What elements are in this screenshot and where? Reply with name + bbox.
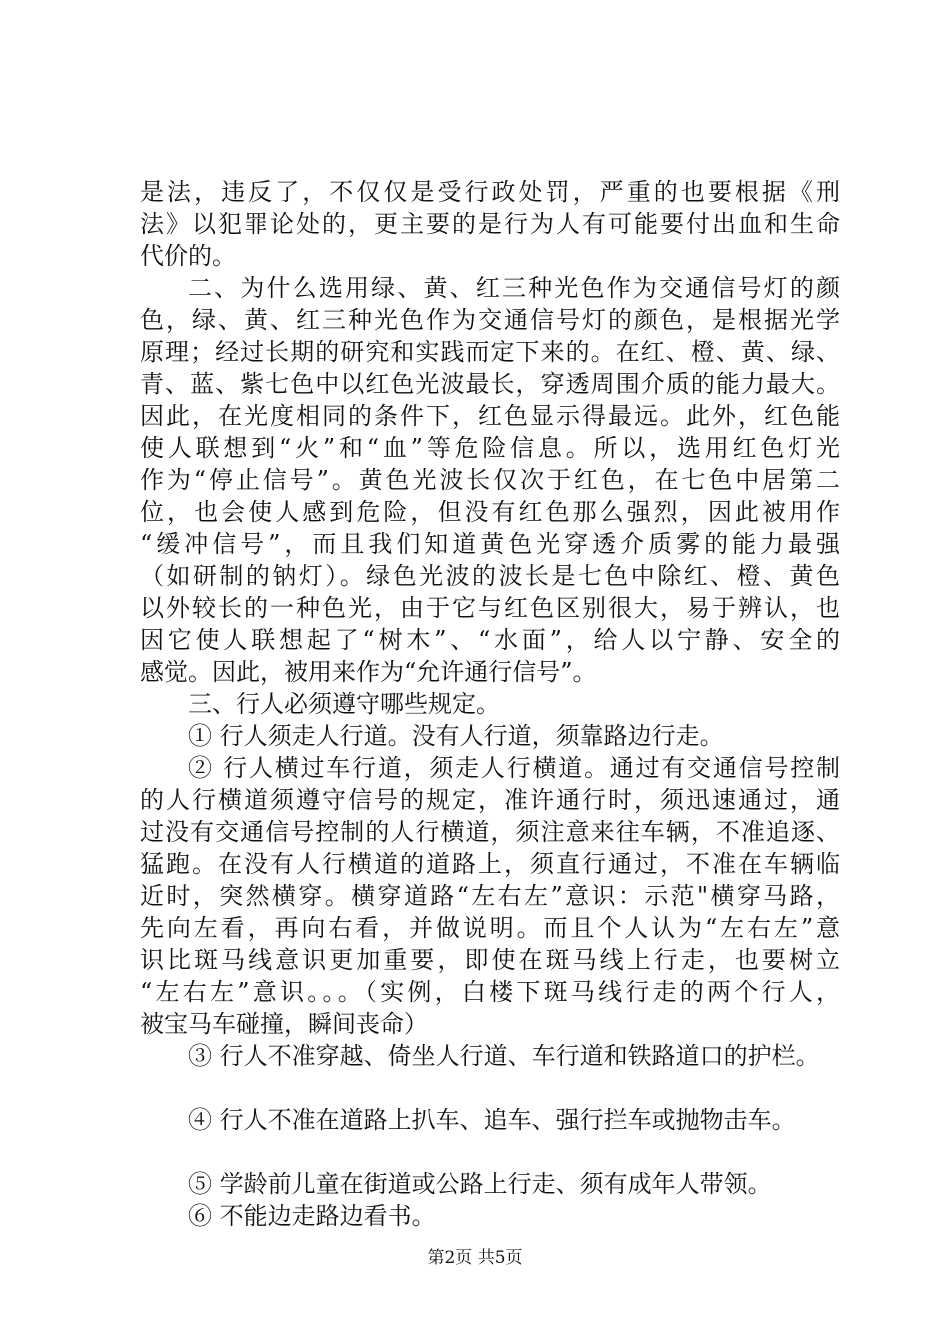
body-line: 原理；经过长期的研究和实践而定下来的。在红、橙、黄、绿、 xyxy=(140,338,840,366)
body-line: 猛跑。在没有人行横道的道路上，须直行通过，不准在车辆临 xyxy=(140,850,840,878)
body-line: 识比斑马线意识更加重要，即使在斑马线上行走，也要树立 xyxy=(140,946,840,974)
body-line: 青、蓝、紫七色中以红色光波最长，穿透周围介质的能力最大。 xyxy=(140,370,840,398)
body-line: 位，也会使人感到危险，但没有红色那么强烈，因此被用作 xyxy=(140,498,840,526)
body-line: 法》以犯罪论处的，更主要的是行为人有可能要付出血和生命 xyxy=(140,210,840,238)
body-line: 近时，突然横穿。横穿道路“左右左”意识：示范"横穿马路， xyxy=(140,882,840,910)
section-heading-three: 三、行人必须遵守哪些规定。 xyxy=(188,690,500,718)
page-number-footer: 第2页 共5页 xyxy=(427,1248,523,1268)
rule-item-6: ⑥ 不能边走路边看书。 xyxy=(188,1202,436,1230)
body-line: 使人联想到“火”和“血”等危险信息。所以，选用红色灯光 xyxy=(140,434,840,462)
rule-item-1: ① 行人须走人行道。没有人行道，须靠路边行走。 xyxy=(188,722,724,750)
blank-line xyxy=(140,1072,840,1104)
body-line: 过没有交通信号控制的人行横道，须注意来往车辆，不准追逐、 xyxy=(140,818,840,846)
body-line: 被宝马车碰撞，瞬间丧命） xyxy=(140,1010,428,1038)
body-line: 代价的。 xyxy=(140,242,236,270)
body-line: 以外较长的一种色光，由于它与红色区别很大，易于辨认，也 xyxy=(140,594,840,622)
document-body xyxy=(140,176,840,1232)
rule-item-4: ④ 行人不准在道路上扒车、追车、强行拦车或抛物击车。 xyxy=(188,1106,796,1134)
body-line: 因此，在光度相同的条件下，红色显示得最远。此外，红色能 xyxy=(140,402,840,430)
body-line: 感觉。因此，被用来作为“允许通行信号”。 xyxy=(140,658,597,686)
rule-item-3: ③ 行人不准穿越、倚坐人行道、车行道和铁路道口的护栏。 xyxy=(188,1042,820,1070)
rule-item-2: ② 行人横过车行道，须走人行横道。通过有交通信号控制 xyxy=(188,754,840,782)
body-line: 的人行横道须遵守信号的规定，准许通行时，须迅速通过，通 xyxy=(140,786,840,814)
body-line: “左右左”意识。。。（实例，白楼下斑马线行走的两个行人， xyxy=(140,978,840,1006)
body-line: 因它使人联想起了“树木”、“水面”，给人以宁静、安全的 xyxy=(140,626,840,654)
body-line: （如研制的钠灯）。绿色光波的波长是七色中除红、橙、黄色 xyxy=(140,562,840,590)
body-line: 作为“停止信号”。黄色光波长仅次于红色，在七色中居第二 xyxy=(140,466,840,494)
body-line: 先向左看，再向右看，并做说明。而且个人认为“左右左”意 xyxy=(140,914,840,942)
section-heading-two: 二、为什么选用绿、黄、红三种光色作为交通信号灯的颜 xyxy=(188,274,840,302)
body-line: 是法，违反了，不仅仅是受行政处罚，严重的也要根据《刑 xyxy=(140,178,840,206)
blank-line xyxy=(140,1136,840,1168)
rule-item-5: ⑤ 学龄前儿童在街道或公路上行走、须有成年人带领。 xyxy=(188,1170,772,1198)
body-line: “缓冲信号”，而且我们知道黄色光穿透介质雾的能力最强 xyxy=(140,530,840,558)
body-line: 色，绿、黄、红三种光色作为交通信号灯的颜色，是根据光学 xyxy=(140,306,840,334)
